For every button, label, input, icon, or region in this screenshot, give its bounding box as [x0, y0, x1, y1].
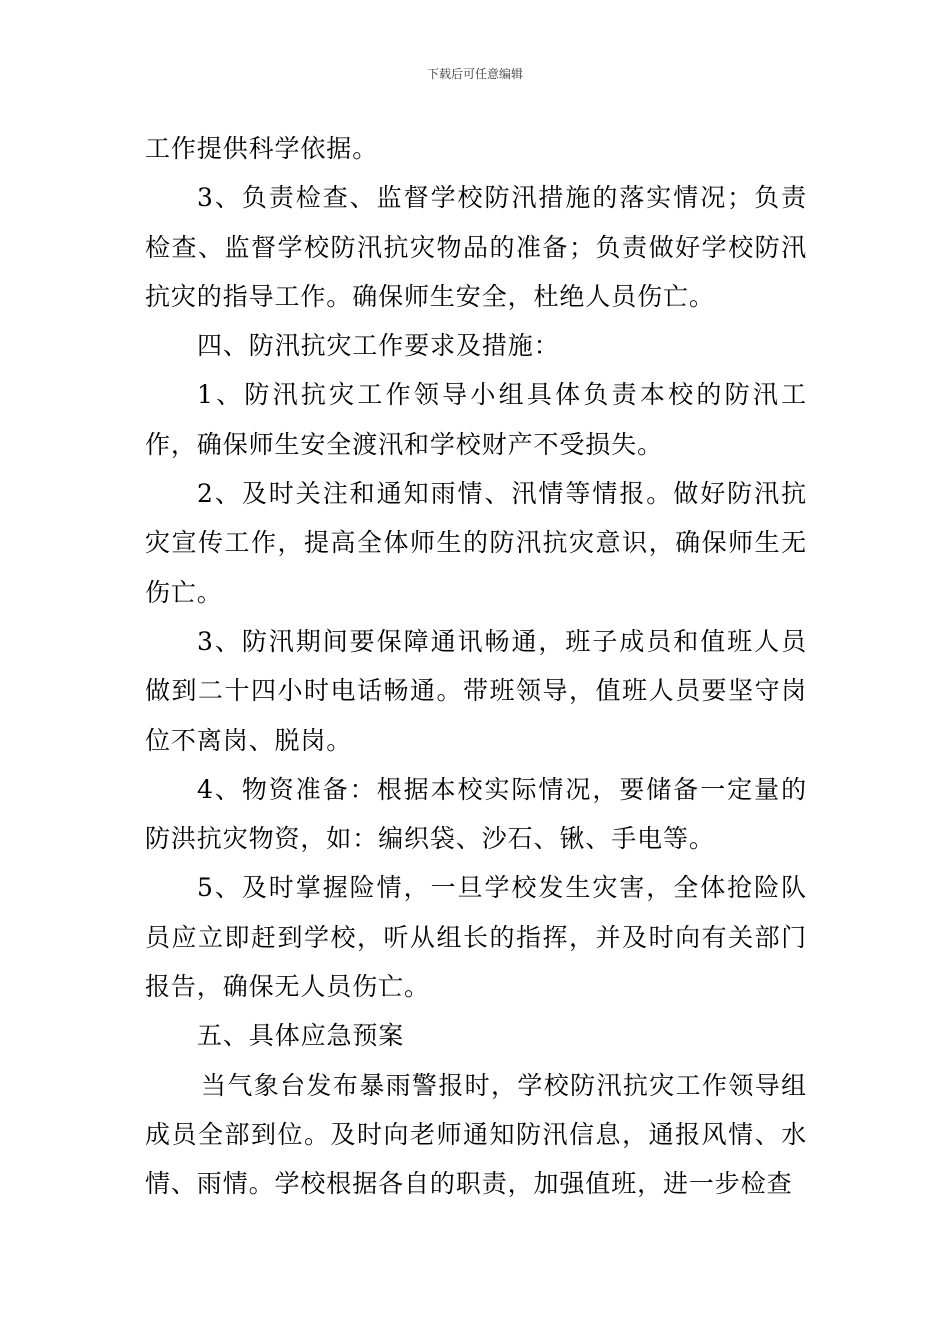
- paragraph: 工作提供科学依据。: [145, 134, 379, 163]
- paragraph: 4、物资准备：根据本校实际情况，要储备一定量的防洪抗灾物资，如：编织袋、沙石、锹、手电等。: [145, 774, 807, 854]
- section-heading: 五、具体应急预案: [197, 1021, 405, 1051]
- paragraph: 当气象台发布暴雨警报时，学校防汛抗灾工作领导组成员全部到位。及时向老师通知防汛信息，通报风情、水情、雨情。学校根据各自的职责，加强值班，进一步检查: [145, 1070, 807, 1199]
- paragraph: 3、防汛期间要保障通讯畅通，班子成员和值班人员做到二十四小时电话畅通。带班领导，值班人员要坚守岗位不离岗、脱岗。: [145, 626, 807, 755]
- section-heading: 四、防汛抗灾工作要求及措施：: [197, 331, 560, 361]
- document-body: [145, 124, 807, 1209]
- paragraph: 2、及时关注和通知雨情、汛情等情报。做好防汛抗灾宣传工作，提高全体师生的防汛抗灾意识，确保师生无伤亡。: [145, 479, 807, 607]
- paragraph: 5、及时掌握险情，一旦学校发生灾害，全体抢险队员应立即赶到学校，听从组长的指挥，并及时向有关部门报告，确保无人员伤亡。: [145, 873, 807, 1002]
- paragraph: 1、防汛抗灾工作领导小组具体负责本校的防汛工作，确保师生安全渡汛和学校财产不受损失。: [145, 380, 807, 459]
- page-header-note: 下载后可任意编辑: [426, 67, 523, 81]
- paragraph: 3、负责检查、监督学校防汛措施的落实情况；负责检查、监督学校防汛抗灾物品的准备；负责做好学校防汛抗灾的指导工作。确保师生安全，杜绝人员伤亡。: [145, 183, 807, 311]
